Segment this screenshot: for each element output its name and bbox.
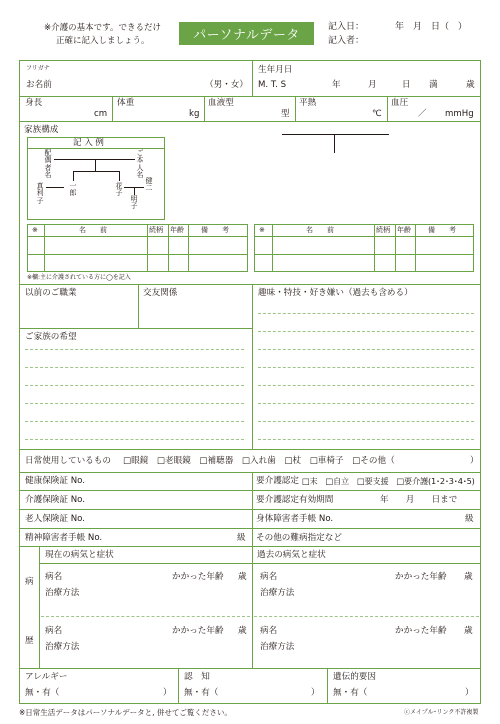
disability-card-no: 身体障害者手帳 No. [256,514,334,524]
col-relation: 続柄 [149,226,163,234]
era-choice[interactable]: M. T. S [258,80,287,90]
elderly-insurance-no: 老人保険証 No. [25,514,85,524]
age-prefix: 満 [429,80,438,90]
treatment-label: 治療方法 [260,642,295,652]
current-disease-label: 現在の病気と症状 [45,550,114,560]
onset-age-label: かかった年齢 [172,572,224,582]
treatment-label: 治療方法 [45,588,80,598]
family-example-title: 記 入 例 [73,138,104,148]
onset-age-label: かかった年齢 [395,572,447,582]
allergy-choice[interactable]: 無・有（ [25,688,60,698]
disability-grade-unit: 級 [465,514,474,524]
family-label: 家族構成 [24,125,59,135]
daily-items-close: ） [470,456,479,466]
treatment-label: 治療方法 [260,588,295,598]
col-mark: ※ [259,226,265,234]
sex-choice[interactable]: （男・女） [205,80,248,90]
friends-label: 交友関係 [143,288,178,298]
example-self: ご 本 人 名 [136,149,144,180]
dementia-label: 認 知 [184,672,210,682]
disease-name-label: 病名 [260,626,278,636]
onset-age-unit: 歳 [238,572,247,582]
height-label: 身長 [25,98,43,108]
care-validity-units: 年 月 日まで [380,495,458,505]
care-level-options[interactable]: □末 □自立 □要支援 □要介護(1･2･3･4･5) [302,476,475,486]
bp-unit: mmHg [445,109,474,119]
col-name: 名 前 [306,226,334,234]
col-note: 備 考 [201,226,229,234]
blood-unit: 型 [281,109,290,119]
entry-person-label: 記入者： [328,36,365,46]
dementia-choice[interactable]: 無・有（ [184,688,219,698]
intractable-disease-label: その他の難病指定など [256,533,342,543]
weight-unit: kg [189,109,200,119]
day-unit: 日 [402,80,411,90]
job-label: 以前のご職業 [25,288,77,298]
weight-label: 体重 [117,98,135,108]
copyright: ⓒメイプル･リンク不許複製 [404,709,479,716]
blood-label: 血液型 [208,98,234,108]
family-wish-label: ご家族の希望 [25,332,77,342]
age-unit: 歳 [466,80,475,90]
col-mark: ※ [32,226,38,234]
mental-card-no: 精神障害者手帳 No. [25,533,103,543]
entry-date-units: 年 月 日（ ） [395,22,468,32]
health-insurance-no: 健康保険証 No. [25,476,85,486]
birth-label: 生年月日 [258,65,293,75]
care-insurance-no: 介護保険証 No. [25,495,85,505]
temp-label: 平熱 [299,98,317,108]
example-spouse: 配 偶 者 名 [44,149,52,180]
allergy-label: アレルギー [25,672,68,682]
height-unit: cm [94,109,108,119]
medical-side-label-2: 歴 [25,636,34,646]
bp-separator: ／ [418,109,427,119]
mental-grade-unit: 級 [237,533,246,543]
example-child-1: 真 利 子 [36,182,44,205]
genetic-choice[interactable]: 無・有（ [333,688,368,698]
entry-date-label: 記入日： [328,22,365,32]
example-grandchild: 明 子 [130,195,138,211]
care-validity-label: 要介護認定有効期間 [256,495,334,505]
col-age: 年齢 [397,226,411,234]
year-unit: 年 [332,80,341,90]
onset-age-unit: 歳 [464,572,473,582]
care-level-label: 要介護認定 [256,476,299,486]
onset-age-label: かかった年齢 [395,626,447,636]
name-label: お名前 [26,80,52,90]
page-title: パーソナルデータ [179,22,314,45]
header-note-1: ※介護の基本です。できるだけ [44,23,161,33]
disease-name-label: 病名 [45,626,63,636]
col-name: 名 前 [79,226,107,234]
medical-side-label-1: 病 [25,577,34,587]
furigana-label: フリガナ [26,65,50,72]
month-unit: 月 [368,80,377,90]
disease-name-label: 病名 [260,572,278,582]
example-child-3: 花 子 [115,182,123,198]
daily-items-label: 日常使用しているもの [25,456,111,466]
temp-unit: ℃ [372,109,382,119]
onset-age-label: かかった年齢 [172,626,224,636]
daily-items-checkboxes[interactable]: □眼鏡 □老眼鏡 □補聴器 □入れ歯 □杖 □車椅子 □その他（ [123,456,395,466]
col-relation: 続柄 [376,226,390,234]
example-child-4: 健 二 [145,177,153,193]
past-disease-label: 過去の病気と症状 [257,550,326,560]
onset-age-unit: 歳 [238,626,247,636]
header-note-2: 正確に記入しましょう。 [56,36,150,46]
dementia-close: ） [311,688,320,698]
genetic-close: ） [465,688,474,698]
footer-note: ※日常生活データはパーソナルデータと, 併せてご覧ください。 [19,708,232,717]
hobby-label: 趣味・特技・好き嫌い（過去も含める） [258,288,413,298]
col-age: 年齢 [170,226,184,234]
disease-name-label: 病名 [45,572,63,582]
onset-age-unit: 歳 [464,626,473,636]
genetic-label: 遺伝的要因 [333,672,376,682]
allergy-close: ） [163,688,172,698]
treatment-label: 治療方法 [45,642,80,652]
col-note: 備 考 [428,226,456,234]
example-child-2: 一 郎 [69,182,77,198]
bp-label: 血圧 [391,98,409,108]
family-note: ※欄:主に介護されている方に◯を記入 [27,274,131,281]
